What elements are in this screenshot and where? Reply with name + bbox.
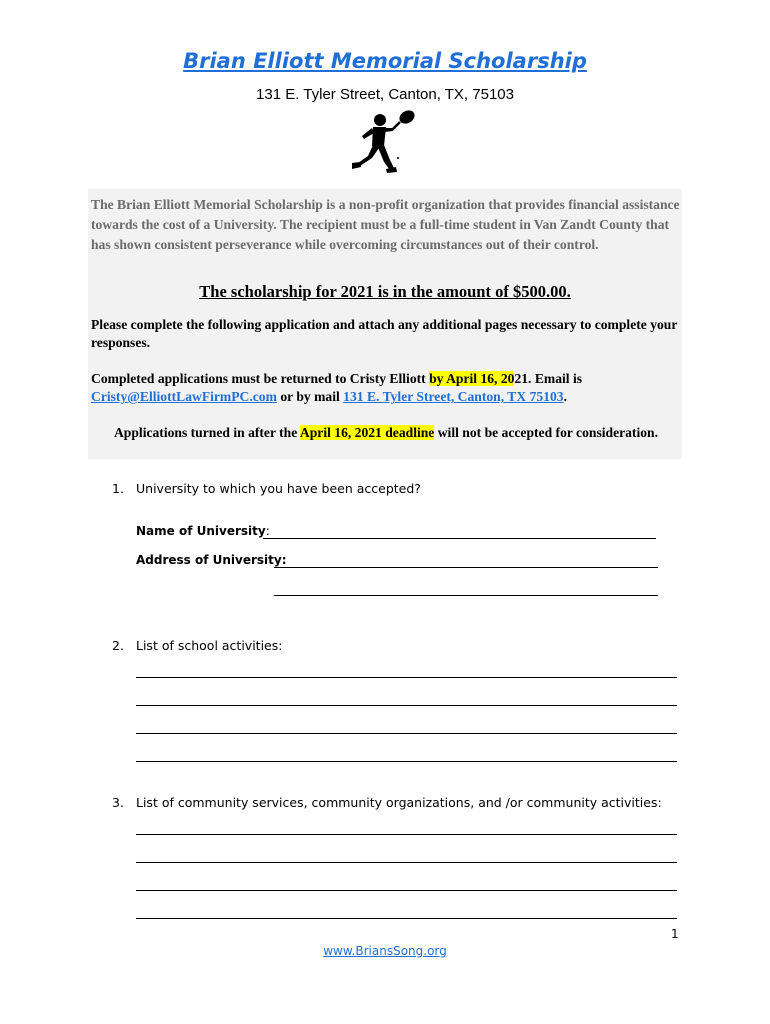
late-prefix: Applications turned in after the	[113, 425, 300, 440]
university-name-colon: :	[265, 524, 270, 538]
question-text: List of community services, community organizations, and /or community activities:	[136, 795, 662, 810]
return-prefix: Completed applications must be returned to Cristy Elliott	[91, 371, 430, 386]
school-activities-line-3[interactable]	[136, 733, 677, 734]
page-number: 1	[671, 927, 679, 941]
school-activities-line-1[interactable]	[136, 677, 677, 678]
university-address-label: Address of University:	[136, 553, 287, 567]
tennis-player-silhouette-icon	[346, 106, 424, 176]
school-activities-line-4[interactable]	[136, 761, 677, 762]
university-address-field-line-1[interactable]	[274, 567, 658, 568]
community-activities-line-1[interactable]	[136, 834, 677, 835]
return-instructions	[91, 370, 681, 406]
question-number: 1.	[112, 481, 124, 496]
question-2	[112, 638, 282, 653]
late-suffix: will not be accepted for consideration.	[434, 425, 658, 440]
university-name-label-text: Name of University	[136, 524, 266, 538]
question-3	[112, 795, 662, 810]
mail-text: or by mail	[276, 389, 344, 404]
organization-address: 131 E. Tyler Street, Canton, TX, 75103	[256, 86, 514, 103]
university-address-field-line-2[interactable]	[274, 595, 658, 596]
return-year-suffix: 21. Email is	[514, 371, 583, 386]
question-number: 3.	[112, 795, 124, 810]
website-link[interactable]: www.BriansSong.org	[323, 944, 447, 958]
question-text: University to which you have been accepted?	[136, 481, 421, 496]
period: .	[563, 389, 567, 404]
email-link[interactable]: Cristy@ElliottLawFirmPC.com	[91, 389, 277, 404]
complete-instructions: Please complete the following application and attach any additional pages necessary to complete your responses.	[91, 317, 678, 350]
community-activities-line-4[interactable]	[136, 918, 677, 919]
question-text: List of school activities:	[136, 638, 283, 653]
mail-address-link[interactable]: 131 E. Tyler Street, Canton, TX 75103	[343, 389, 564, 404]
late-applications-notice	[91, 424, 681, 442]
question-1	[112, 481, 421, 496]
university-name-label	[136, 524, 270, 538]
question-number: 2.	[112, 638, 124, 653]
return-deadline-highlight: by April 16, 20	[429, 371, 515, 386]
intro-paragraph: The Brian Elliott Memorial Scholarship is a non-profit organization that provides financial assistance towards the cost of a University. The recipient must be a full-time student in Van Zandt County that has shown consistent perseverance while overcoming circumstances out of their control.	[91, 197, 680, 252]
community-activities-line-3[interactable]	[136, 890, 677, 891]
page-title: Brian Elliott Memorial Scholarship	[183, 49, 587, 73]
university-name-field[interactable]	[263, 538, 656, 539]
scholarship-amount: The scholarship for 2021 is in the amount of $500.00.	[199, 282, 571, 301]
school-activities-line-2[interactable]	[136, 705, 677, 706]
late-deadline-highlight: April 16, 2021 deadline	[299, 425, 435, 440]
community-activities-line-2[interactable]	[136, 862, 677, 863]
